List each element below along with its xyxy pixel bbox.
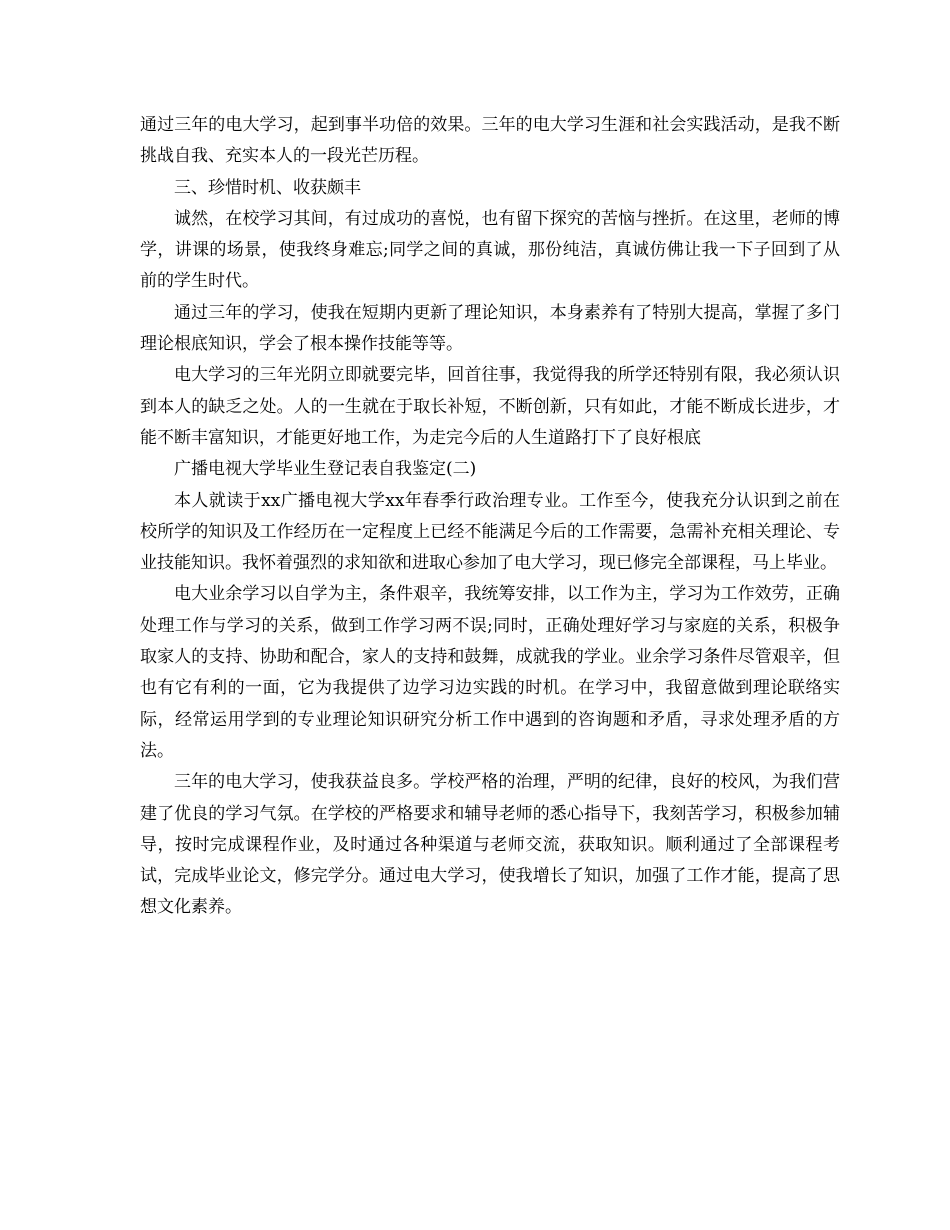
paragraph: 通过三年的学习，使我在短期内更新了理论知识，本身素养有了特别大提高，掌握了多门理论根底知识，学会了根本操作技能等等。 <box>140 302 840 355</box>
paragraph-intro-continuation: 通过三年的电大学习，起到事半功倍的效果。三年的电大学习生涯和社会实践活动，是我不断挑战自我、充实本人的一段光芒历程。 <box>140 115 840 167</box>
section-title-part-two: 广播电视大学毕业生登记表自我鉴定(二) <box>174 459 477 480</box>
document-body <box>140 110 840 924</box>
paragraph: 电大学习的三年光阴立即就要完毕，回首往事，我觉得我的所学还特别有限，我必须认识到本人的缺乏之处。人的一生就在于取长补短，不断创新，只有如此，才能不断成长进步，才能不断丰富知识，才能更好地工作，为走完今后的人生道路打下了良好根底 <box>140 365 840 448</box>
paragraph: 三年的电大学习，使我获益良多。学校严格的治理，严明的纪律，良好的校风，为我们营建了优良的学习气氛。在学校的严格要求和辅导老师的悉心指导下，我刻苦学习，积极参加辅导，按时完成课程作业，及时通过各种渠道与老师交流，获取知识。顺利通过了全部课程考试，完成毕业论文，修完学分。通过电大学习，使我增长了知识，加强了工作才能，提高了思想文化素养。 <box>140 772 840 918</box>
section-heading-three: 三、珍惜时机、收获颇丰 <box>174 177 361 198</box>
paragraph: 电大业余学习以自学为主，条件艰辛，我统筹安排，以工作为主，学习为工作效劳，正确处理工作与学习的关系，做到工作学习两不误;同时，正确处理好学习与家庭的关系，积极争取家人的支持、协助和配合，家人的支持和鼓舞，成就我的学业。业余学习条件尽管艰辛，但也有它有利的一面，它为我提供了边学习边实践的时机。在学习中，我留意做到理论联络实际，经常运用学到的专业理论知识研究分析工作中遇到的咨询题和矛盾，寻求处理矛盾的方法。 <box>140 584 840 761</box>
paragraph: 本人就读于xx广播电视大学xx年春季行政治理专业。工作至今，使我充分认识到之前在校所学的知识及工作经历在一定程度上已经不能满足今后的工作需要，急需补充相关理论、专业技能知识。我怀着强烈的求知欲和进取心参加了电大学习，现已修完全部课程，马上毕业。 <box>140 490 840 574</box>
paragraph: 诚然，在校学习其间，有过成功的喜悦，也有留下探究的苦恼与挫折。在这里，老师的博学，讲课的场景，使我终身难忘;同学之间的真诚，那份纯洁，真诚仿佛让我一下子回到了从前的学生时代。 <box>140 208 840 292</box>
